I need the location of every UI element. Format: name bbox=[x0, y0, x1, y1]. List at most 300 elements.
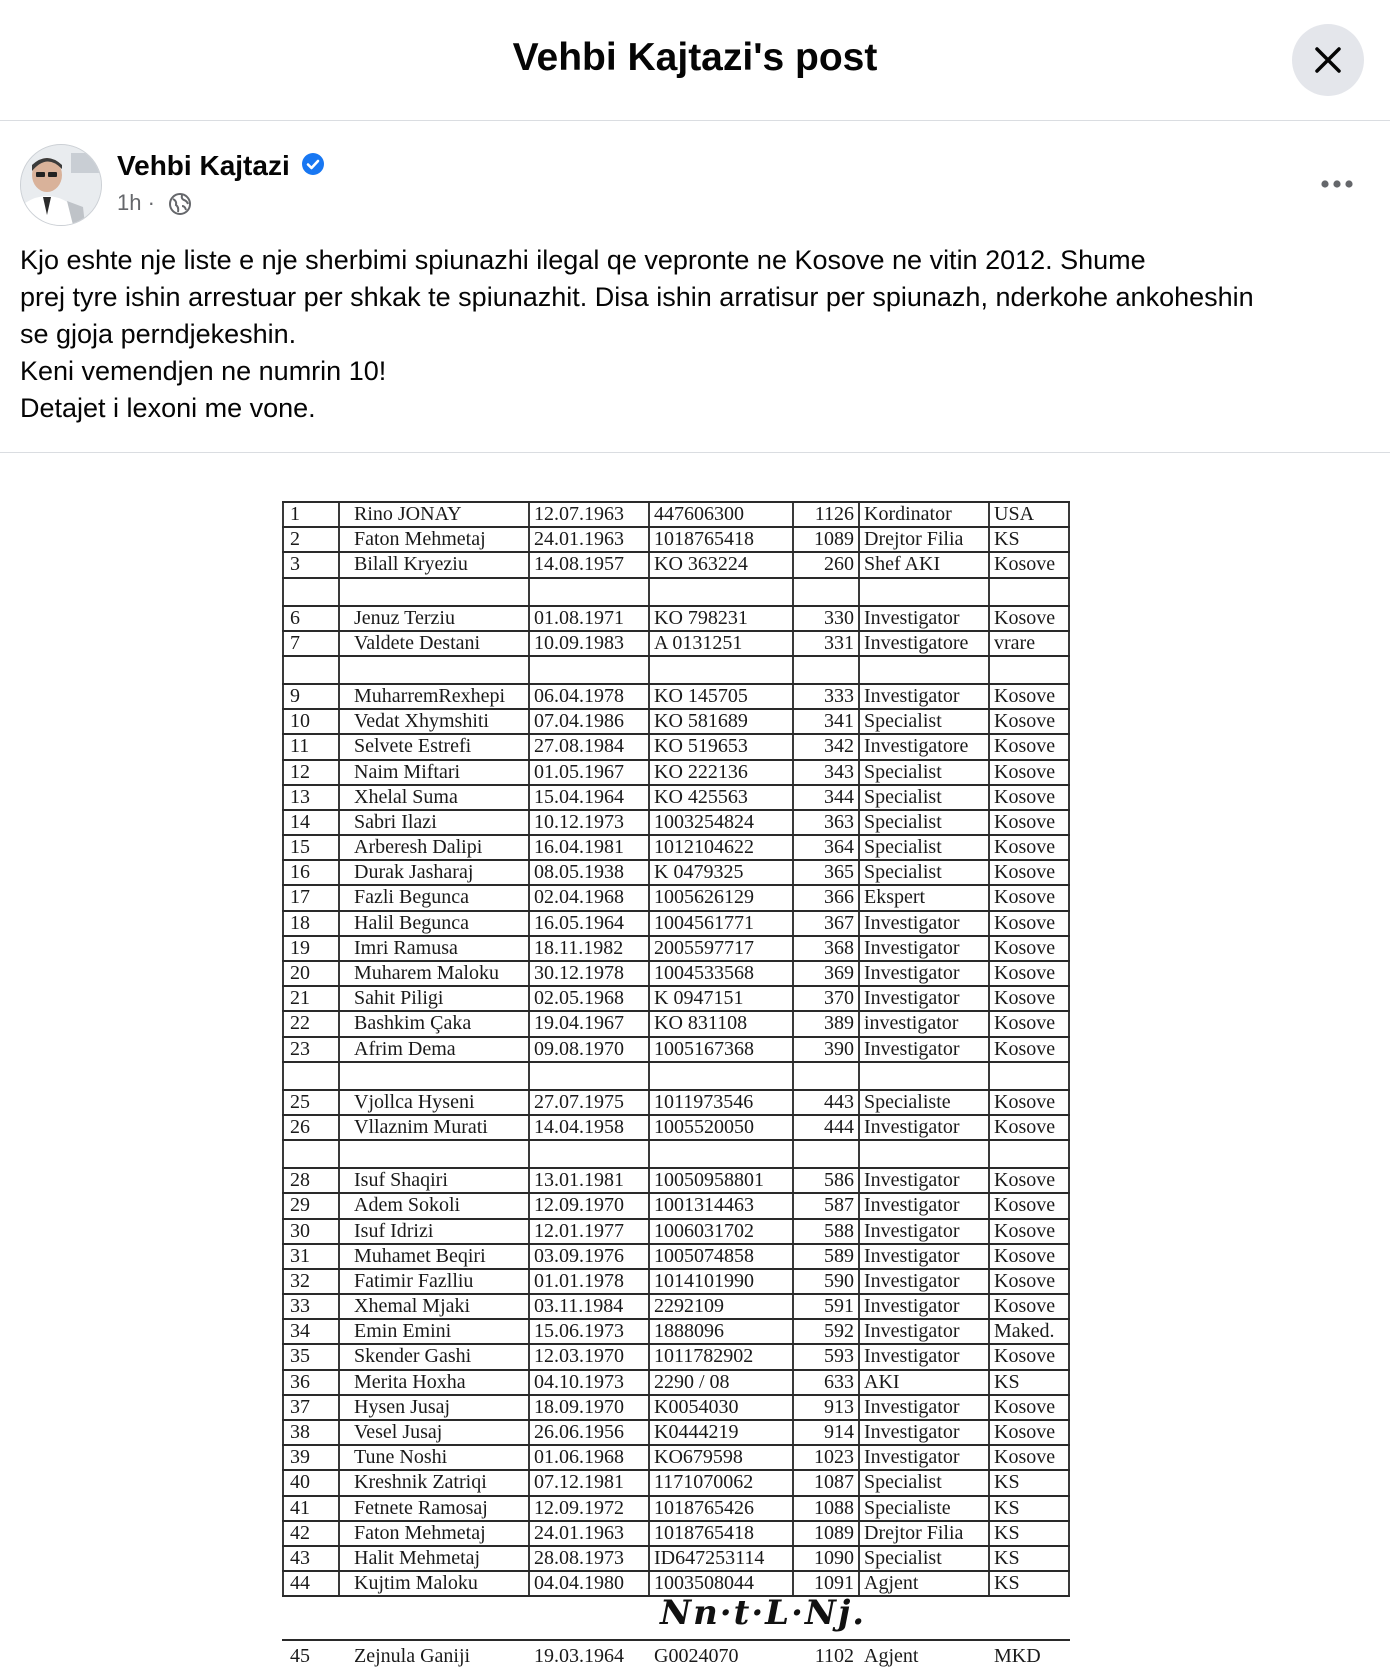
table-row bbox=[282, 1497, 1070, 1522]
column-rule bbox=[282, 1497, 284, 1520]
cell-number: 34 bbox=[290, 1320, 310, 1343]
cell-id: 2292109 bbox=[654, 1295, 724, 1318]
column-rule bbox=[338, 503, 340, 526]
cell-date: 15.06.1973 bbox=[534, 1320, 624, 1343]
cell-code: 364 bbox=[824, 836, 854, 859]
column-rule bbox=[282, 811, 284, 834]
column-rule bbox=[858, 1572, 860, 1595]
post-text-line: se gjoja perndjekeshin. bbox=[20, 319, 297, 349]
cell-id: 1004561771 bbox=[654, 911, 754, 934]
cell-code: 633 bbox=[824, 1370, 854, 1393]
column-rule bbox=[282, 579, 284, 605]
cell-id: KO 222136 bbox=[654, 760, 748, 783]
avatar-photo-icon bbox=[21, 145, 101, 225]
table-row bbox=[282, 685, 1070, 710]
cell-country: Kosove bbox=[994, 861, 1056, 884]
cell-code: 913 bbox=[824, 1395, 854, 1418]
column-rule bbox=[282, 1421, 284, 1444]
table-row bbox=[282, 1012, 1070, 1037]
cell-name: Naim Miftari bbox=[354, 760, 461, 783]
cell-date: 14.04.1958 bbox=[534, 1115, 624, 1138]
column-rule bbox=[858, 1063, 860, 1089]
cell-code: 443 bbox=[824, 1090, 854, 1113]
cell-name: Vjollca Hyseni bbox=[354, 1090, 475, 1113]
post-image[interactable] bbox=[0, 453, 1390, 1676]
column-rule bbox=[528, 1141, 530, 1167]
column-rule bbox=[338, 632, 340, 655]
cell-role: Investigatore bbox=[864, 735, 969, 758]
cell-code: 1126 bbox=[814, 503, 854, 525]
cell-number: 7 bbox=[290, 631, 300, 654]
column-rule bbox=[338, 1063, 340, 1089]
cell-name: Jenuz Terziu bbox=[354, 606, 455, 629]
cell-role: Drejtor Filia bbox=[864, 1521, 964, 1544]
column-rule bbox=[1068, 579, 1070, 605]
cell-code: 1088 bbox=[814, 1496, 854, 1519]
column-rule bbox=[282, 1345, 284, 1368]
column-rule bbox=[858, 657, 860, 683]
column-rule bbox=[338, 1396, 340, 1419]
cell-date: 08.05.1938 bbox=[534, 861, 624, 884]
cell-id: KO 145705 bbox=[654, 684, 748, 707]
cell-number: 25 bbox=[290, 1090, 310, 1113]
column-rule bbox=[338, 937, 340, 960]
cell-code: 330 bbox=[824, 606, 854, 629]
column-rule bbox=[282, 1091, 284, 1114]
column-rule bbox=[338, 553, 340, 576]
cell-country: Kosove bbox=[994, 1421, 1056, 1443]
cell-date: 03.11.1984 bbox=[534, 1295, 624, 1318]
cell-id: 2290 / 08 bbox=[654, 1370, 730, 1393]
cell-code: 1091 bbox=[814, 1572, 854, 1595]
cell-date: 10.12.1973 bbox=[534, 810, 624, 833]
cell-role: Investigator bbox=[864, 911, 960, 934]
column-rule bbox=[858, 685, 860, 708]
column-rule bbox=[338, 761, 340, 784]
column-rule bbox=[648, 1063, 650, 1089]
column-rule bbox=[282, 1320, 284, 1343]
table-row bbox=[282, 1220, 1070, 1245]
column-rule bbox=[338, 1522, 340, 1545]
author-name[interactable]: Vehbi Kajtazi bbox=[117, 150, 290, 181]
cell-country: Kosove bbox=[994, 836, 1056, 859]
column-rule bbox=[338, 1295, 340, 1318]
cell-number: 22 bbox=[290, 1012, 310, 1035]
table-row-blank bbox=[282, 657, 1070, 685]
column-rule bbox=[338, 886, 340, 909]
column-rule bbox=[338, 528, 340, 551]
column-rule bbox=[282, 1012, 284, 1035]
cell-role: Specialist bbox=[864, 1471, 942, 1494]
cell-id: ID647253114 bbox=[654, 1546, 765, 1569]
globe-icon[interactable] bbox=[168, 192, 192, 216]
cell-country: KS bbox=[994, 1546, 1020, 1569]
cell-id: 1001314463 bbox=[654, 1194, 754, 1217]
column-rule bbox=[858, 836, 860, 859]
column-rule bbox=[858, 553, 860, 576]
cell-country: KS bbox=[994, 528, 1020, 551]
column-rule bbox=[282, 1522, 284, 1545]
cell-date: 12.09.1972 bbox=[534, 1496, 624, 1519]
column-rule bbox=[858, 811, 860, 834]
column-rule bbox=[282, 1446, 284, 1469]
column-rule bbox=[858, 528, 860, 551]
cell-role: Investigator bbox=[864, 1320, 960, 1343]
column-rule bbox=[282, 1270, 284, 1293]
cell-country: Kosove bbox=[994, 1194, 1056, 1217]
cell-name: Bilall Kryeziu bbox=[354, 553, 468, 576]
column-rule bbox=[792, 1063, 794, 1089]
cell-country: MKD bbox=[994, 1645, 1041, 1667]
column-rule bbox=[338, 1345, 340, 1368]
cell-name: Muharem Maloku bbox=[354, 962, 499, 984]
column-rule bbox=[338, 1220, 340, 1243]
table-row bbox=[282, 861, 1070, 886]
table-row bbox=[282, 987, 1070, 1012]
cell-id: 1171070062 bbox=[654, 1471, 754, 1494]
column-rule bbox=[988, 657, 990, 683]
column-rule bbox=[338, 836, 340, 859]
column-rule bbox=[338, 962, 340, 985]
cell-id: 1018765426 bbox=[654, 1496, 754, 1519]
cell-name: Rino JONAY bbox=[354, 503, 462, 525]
column-rule bbox=[282, 1245, 284, 1268]
table-row bbox=[282, 735, 1070, 760]
cell-code: 1089 bbox=[814, 1521, 854, 1544]
cell-code: 914 bbox=[824, 1421, 854, 1443]
column-rule bbox=[338, 1270, 340, 1293]
cell-date: 12.09.1970 bbox=[534, 1194, 624, 1217]
cell-date: 16.04.1981 bbox=[534, 836, 624, 859]
column-rule bbox=[338, 1012, 340, 1035]
column-rule bbox=[282, 503, 284, 526]
dialog-header bbox=[0, 0, 1390, 121]
column-rule bbox=[282, 735, 284, 758]
table-row bbox=[282, 1091, 1070, 1116]
handwritten-signature: Nn·t·L·Nj. bbox=[660, 1593, 867, 1633]
column-rule bbox=[1068, 1063, 1070, 1089]
cell-code: 368 bbox=[824, 936, 854, 959]
cell-date: 02.04.1968 bbox=[534, 886, 624, 909]
cell-name: Halit Mehmetaj bbox=[354, 1546, 481, 1569]
column-rule bbox=[648, 1141, 650, 1167]
cell-country: Kosove bbox=[994, 1269, 1056, 1292]
cell-name: Afrim Dema bbox=[354, 1037, 456, 1060]
cell-name: Selvete Estrefi bbox=[354, 735, 472, 758]
cell-name: Fatimir Fazlliu bbox=[354, 1269, 474, 1292]
cell-code: 592 bbox=[824, 1320, 854, 1343]
column-rule bbox=[282, 786, 284, 809]
cell-name: Skender Gashi bbox=[354, 1345, 472, 1368]
cell-date: 12.01.1977 bbox=[534, 1219, 624, 1242]
column-rule bbox=[792, 1141, 794, 1167]
column-rule bbox=[858, 1245, 860, 1268]
cell-number: 41 bbox=[290, 1496, 310, 1519]
column-rule bbox=[338, 1497, 340, 1520]
cell-id: 2005597717 bbox=[654, 936, 754, 959]
cell-id: K0054030 bbox=[654, 1395, 739, 1418]
table-row bbox=[282, 761, 1070, 786]
cell-country: Kosove bbox=[994, 962, 1056, 984]
post-text-line: Kjo eshte nje liste e nje sherbimi spiunazhi ilegal qe vepronte ne Kosove ne vitin 2012. Shume bbox=[20, 245, 1146, 275]
cell-date: 19.03.1964 bbox=[534, 1645, 624, 1667]
cell-code: 586 bbox=[824, 1169, 854, 1192]
cell-number: 1 bbox=[290, 503, 300, 525]
cell-code: 341 bbox=[824, 710, 854, 733]
column-rule bbox=[858, 1345, 860, 1368]
column-rule bbox=[282, 937, 284, 960]
table-row bbox=[282, 836, 1070, 861]
cell-number: 33 bbox=[290, 1295, 310, 1318]
cell-country: Kosove bbox=[994, 710, 1056, 733]
cell-name: Fetnete Ramosaj bbox=[354, 1496, 488, 1519]
column-rule bbox=[858, 735, 860, 758]
table-row bbox=[282, 886, 1070, 911]
cell-number: 9 bbox=[290, 684, 300, 707]
cell-id: 1005074858 bbox=[654, 1244, 754, 1267]
cell-id: KO 519653 bbox=[654, 735, 748, 758]
column-rule bbox=[338, 1091, 340, 1114]
cell-number: 42 bbox=[290, 1521, 310, 1544]
cell-number: 6 bbox=[290, 606, 300, 629]
table-row bbox=[282, 528, 1070, 553]
cell-date: 16.05.1964 bbox=[534, 911, 624, 934]
cell-number: 10 bbox=[290, 710, 310, 733]
cell-date: 12.07.1963 bbox=[534, 503, 624, 525]
cell-country: USA bbox=[994, 503, 1035, 525]
cell-name: Durak Jasharaj bbox=[354, 861, 474, 884]
close-icon bbox=[1313, 45, 1343, 75]
column-rule bbox=[282, 1471, 284, 1494]
cell-country: Kosove bbox=[994, 1037, 1056, 1060]
table-row bbox=[282, 1345, 1070, 1370]
post-header bbox=[20, 144, 1370, 228]
cell-country: vrare bbox=[994, 631, 1036, 654]
column-rule bbox=[282, 836, 284, 859]
column-rule bbox=[858, 937, 860, 960]
column-rule bbox=[338, 811, 340, 834]
meta-separator: · bbox=[147, 190, 155, 215]
cell-number: 15 bbox=[290, 836, 310, 859]
cell-id: G0024070 bbox=[654, 1645, 739, 1667]
table-row-last bbox=[282, 1639, 1070, 1671]
column-rule bbox=[282, 1295, 284, 1318]
cell-date: 14.08.1957 bbox=[534, 553, 624, 576]
column-rule bbox=[282, 710, 284, 733]
table-row bbox=[282, 1371, 1070, 1396]
column-rule bbox=[858, 962, 860, 985]
cell-role: Investigator bbox=[864, 606, 960, 629]
cell-name: Muhamet Beqiri bbox=[354, 1244, 486, 1267]
column-rule bbox=[858, 1471, 860, 1494]
post-time[interactable]: 1h bbox=[117, 190, 142, 215]
cell-name: Kreshnik Zatriqi bbox=[354, 1471, 487, 1494]
cell-role: Investigatore bbox=[864, 631, 969, 654]
column-rule bbox=[858, 1012, 860, 1035]
table-row bbox=[282, 1471, 1070, 1496]
cell-id: KO 831108 bbox=[654, 1012, 748, 1035]
cell-role: Investigator bbox=[864, 936, 960, 959]
column-rule bbox=[528, 579, 530, 605]
cell-number: 29 bbox=[290, 1194, 310, 1217]
cell-number: 18 bbox=[290, 911, 310, 934]
table-row bbox=[282, 632, 1070, 657]
column-rule bbox=[282, 1220, 284, 1243]
column-rule bbox=[858, 1522, 860, 1545]
cell-role: Investigator bbox=[864, 1169, 960, 1192]
cell-role: Investigator bbox=[864, 1244, 960, 1267]
cell-code: 593 bbox=[824, 1345, 854, 1368]
table-row bbox=[282, 1270, 1070, 1295]
column-rule bbox=[338, 1572, 340, 1595]
cell-id: 1011973546 bbox=[654, 1090, 754, 1113]
column-rule bbox=[528, 657, 530, 683]
column-rule bbox=[792, 657, 794, 683]
cell-name: Faton Mehmetaj bbox=[354, 528, 486, 551]
cell-code: 590 bbox=[824, 1269, 854, 1292]
cell-number: 37 bbox=[290, 1395, 310, 1418]
cell-date: 03.09.1976 bbox=[534, 1244, 624, 1267]
cell-id: 1003508044 bbox=[654, 1572, 754, 1595]
column-rule bbox=[282, 528, 284, 551]
cell-date: 01.01.1978 bbox=[534, 1269, 624, 1292]
table-row bbox=[282, 1320, 1070, 1345]
cell-date: 24.01.1963 bbox=[534, 1521, 624, 1544]
cell-country: Kosove bbox=[994, 553, 1056, 576]
cell-name: Halil Begunca bbox=[354, 911, 469, 934]
cell-code: 260 bbox=[824, 553, 854, 576]
author-avatar[interactable] bbox=[20, 144, 102, 226]
cell-id: KO 425563 bbox=[654, 785, 748, 808]
table-row bbox=[282, 1169, 1070, 1194]
cell-date: 27.08.1984 bbox=[534, 735, 624, 758]
column-rule bbox=[282, 607, 284, 630]
cell-date: 09.08.1970 bbox=[534, 1037, 624, 1060]
cell-role: Investigator bbox=[864, 962, 960, 984]
column-rule bbox=[988, 1063, 990, 1089]
table-row bbox=[282, 1038, 1070, 1063]
table-row bbox=[282, 1194, 1070, 1219]
cell-number: 28 bbox=[290, 1169, 310, 1192]
column-rule bbox=[338, 1320, 340, 1343]
cell-code: 444 bbox=[824, 1115, 854, 1138]
cell-date: 18.11.1982 bbox=[534, 936, 624, 959]
cell-code: 333 bbox=[824, 684, 854, 707]
cell-id: KO 581689 bbox=[654, 710, 748, 733]
cell-role: Investigator bbox=[864, 1295, 960, 1318]
column-rule bbox=[1068, 657, 1070, 683]
cell-country: Kosove bbox=[994, 1244, 1056, 1267]
cell-country: Kosove bbox=[994, 911, 1056, 934]
column-rule bbox=[338, 607, 340, 630]
cell-id: 1018765418 bbox=[654, 1521, 754, 1544]
cell-date: 04.10.1973 bbox=[534, 1370, 624, 1393]
cell-number: 43 bbox=[290, 1546, 310, 1569]
cell-code: 389 bbox=[824, 1012, 854, 1035]
cell-code: 591 bbox=[824, 1295, 854, 1318]
column-rule bbox=[338, 1141, 340, 1167]
column-rule bbox=[338, 579, 340, 605]
cell-role: Kordinator bbox=[864, 503, 952, 525]
cell-role: Investigator bbox=[864, 1421, 960, 1443]
cell-role: Ekspert bbox=[864, 886, 926, 909]
cell-name: MuharremRexhepi bbox=[354, 684, 506, 707]
cell-name: Sabri Ilazi bbox=[354, 810, 437, 833]
cell-name: Hysen Jusaj bbox=[354, 1395, 451, 1418]
cell-country: Maked. bbox=[994, 1320, 1055, 1343]
cell-country: Kosove bbox=[994, 1012, 1056, 1035]
scanned-list-table bbox=[282, 501, 1070, 1597]
column-rule bbox=[338, 1471, 340, 1494]
cell-date: 01.06.1968 bbox=[534, 1446, 624, 1469]
cell-number: 3 bbox=[290, 553, 300, 576]
table-row-blank bbox=[282, 1141, 1070, 1169]
column-rule bbox=[338, 1169, 340, 1192]
cell-country: Kosove bbox=[994, 1295, 1056, 1318]
more-options-button[interactable] bbox=[1318, 172, 1358, 196]
cell-date: 15.04.1964 bbox=[534, 785, 624, 808]
column-rule bbox=[858, 1194, 860, 1217]
table-row bbox=[282, 786, 1070, 811]
more-dots-icon bbox=[1318, 172, 1358, 196]
column-rule bbox=[858, 632, 860, 655]
column-rule bbox=[858, 1270, 860, 1293]
column-rule bbox=[282, 1116, 284, 1139]
cell-name: Vesel Jusaj bbox=[354, 1421, 443, 1443]
cell-code: 1089 bbox=[814, 528, 854, 551]
cell-number: 26 bbox=[290, 1115, 310, 1138]
column-rule bbox=[282, 987, 284, 1010]
cell-code: 587 bbox=[824, 1194, 854, 1217]
cell-number: 23 bbox=[290, 1037, 310, 1060]
cell-role: AKI bbox=[864, 1370, 900, 1393]
cell-country: KS bbox=[994, 1496, 1020, 1519]
cell-date: 26.06.1956 bbox=[534, 1421, 624, 1443]
cell-id: K 0947151 bbox=[654, 987, 744, 1010]
cell-code: 1023 bbox=[814, 1446, 854, 1469]
cell-role: investigator bbox=[864, 1012, 959, 1035]
table-row bbox=[282, 912, 1070, 937]
cell-country: Kosove bbox=[994, 735, 1056, 758]
cell-id: 1011782902 bbox=[654, 1345, 754, 1368]
cell-country: Kosove bbox=[994, 810, 1056, 833]
cell-role: Specialist bbox=[864, 861, 942, 884]
cell-id: 1005626129 bbox=[654, 886, 754, 909]
cell-role: Investigator bbox=[864, 1037, 960, 1060]
column-rule bbox=[858, 503, 860, 526]
cell-date: 28.08.1973 bbox=[534, 1546, 624, 1569]
cell-country: Kosove bbox=[994, 886, 1056, 909]
cell-country: Kosove bbox=[994, 1169, 1056, 1192]
column-rule bbox=[858, 886, 860, 909]
cell-number: 35 bbox=[290, 1345, 310, 1368]
close-button[interactable] bbox=[1292, 24, 1364, 96]
cell-id: KO 363224 bbox=[654, 553, 748, 576]
cell-country: Kosove bbox=[994, 606, 1056, 629]
column-rule bbox=[282, 1547, 284, 1570]
column-rule bbox=[338, 912, 340, 935]
cell-name: Valdete Destani bbox=[354, 631, 481, 654]
cell-name: Arberesh Dalipi bbox=[354, 836, 483, 859]
column-rule bbox=[528, 1063, 530, 1089]
cell-role: Investigator bbox=[864, 1395, 960, 1418]
cell-country: Kosove bbox=[994, 936, 1056, 959]
cell-name: Faton Mehmetaj bbox=[354, 1521, 486, 1544]
table-row bbox=[282, 501, 1070, 528]
dialog-title: Vehbi Kajtazi's post bbox=[512, 36, 878, 79]
column-rule bbox=[282, 912, 284, 935]
cell-date: 27.07.1975 bbox=[534, 1090, 624, 1113]
